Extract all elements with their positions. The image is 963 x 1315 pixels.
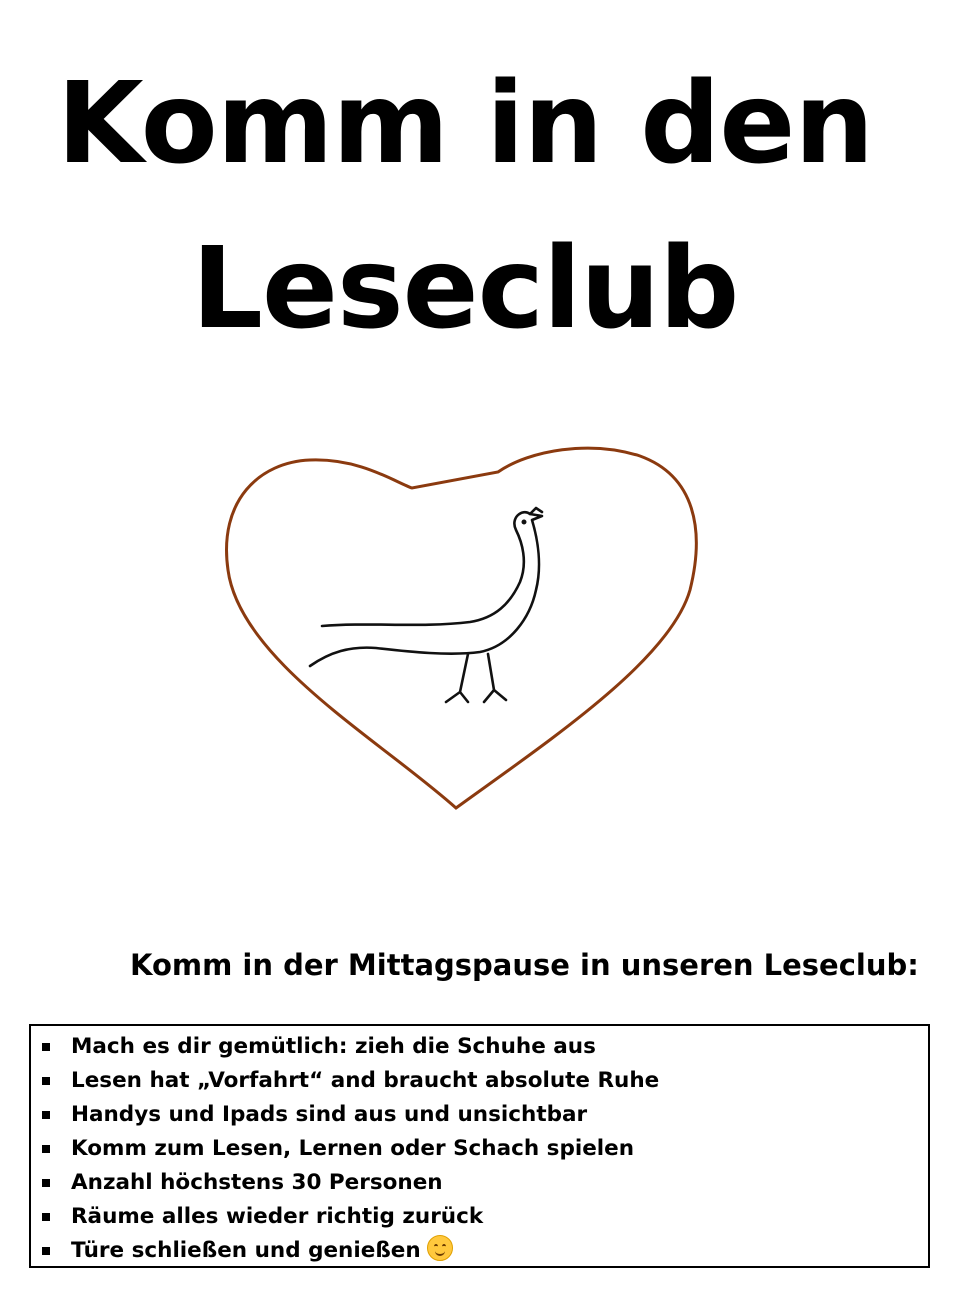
rules-box <box>29 1024 930 1268</box>
rule-text: Türe schließen und genießen <box>71 1238 421 1263</box>
rule-text: Mach es dir gemütlich: zieh die Schuhe aus <box>71 1034 596 1059</box>
smiley-icon <box>427 1235 453 1261</box>
bullet-square-icon <box>42 1145 50 1153</box>
rule-text: Lesen hat „Vorfahrt“ and braucht absolute Ruhe <box>71 1068 660 1093</box>
bullet-square-icon <box>42 1213 50 1221</box>
rule-text: Anzahl höchstens 30 Personen <box>71 1170 443 1195</box>
bullet-square-icon <box>42 1179 50 1187</box>
subtitle: Komm in der Mittagspause in unseren Leseclub: <box>130 948 919 982</box>
poster-title-line-1: Komm in den <box>56 59 874 189</box>
rules-list <box>31 1030 928 1268</box>
rule-text: Handys und Ipads sind aus und unsichtbar <box>71 1102 588 1127</box>
book-heart-logo <box>150 390 770 900</box>
bullet-square-icon <box>42 1043 50 1051</box>
bullet-square-icon <box>42 1111 50 1119</box>
heart-outline <box>227 448 697 808</box>
rule-item <box>31 1234 928 1268</box>
rule-item <box>31 1166 928 1200</box>
rule-item <box>31 1132 928 1166</box>
bullet-square-icon <box>42 1247 50 1255</box>
rule-text: Räume alles wieder richtig zurück <box>71 1204 484 1229</box>
poster-title-line-2: Leseclub <box>191 224 739 354</box>
rule-item <box>31 1064 928 1098</box>
rule-text: Komm zum Lesen, Lernen oder Schach spielen <box>71 1136 635 1161</box>
rule-item <box>31 1030 928 1064</box>
rule-item <box>31 1098 928 1132</box>
rule-item <box>31 1200 928 1234</box>
bullet-square-icon <box>42 1077 50 1085</box>
